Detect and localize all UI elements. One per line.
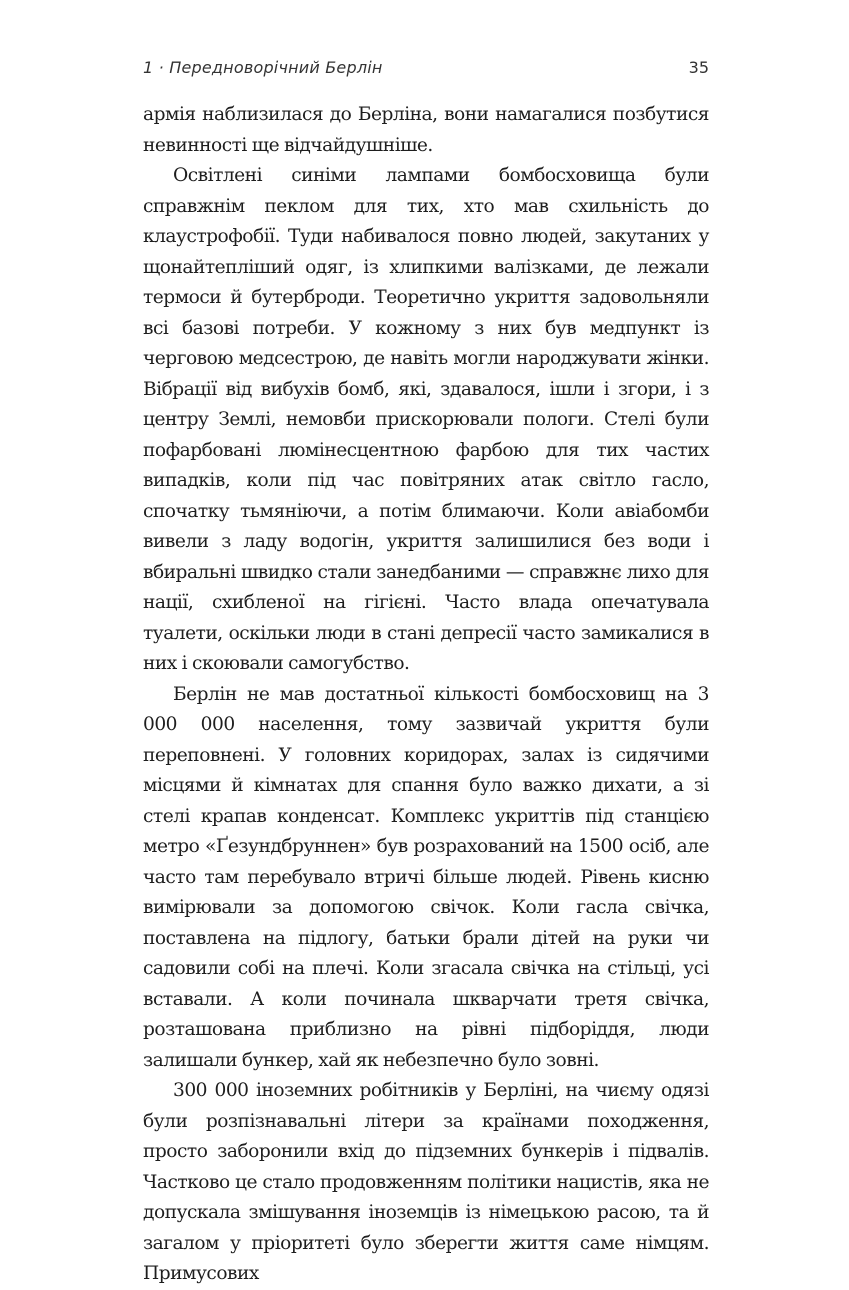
paragraph: Освітлені синіми лампами бомбосховища були справжнім пеклом для тих, хто мав схильність до клаустрофобії. Туди набивалося повно людей, закутаних у щонайтепліший одяг, із хлипкими валізками, де лежали термоси й бутерброди. Теоретично укриття задовольняли всі базові потреби. У кожному з них був медпункт із черговою медсестрою, де навіть могли народжувати жінки. Вібрації від вибухів бомб, які, здавалося, ішли і згори, і з центру Землі, немовби прискорювали пологи. Стелі були пофарбовані люмінесцентною фарбою для тих частих випадків, коли під час повітряних атак світло гасло, спочатку тьмяніючи, а потім блимаючи. Коли авіабомби вивели з ладу водогін, укриття залишилися без води і вбиральні швидко стали занедбаними — справжнє лихо для нації, схибленої на гігієні. Часто влада опечатувала туалети, оскільки люди в стані депресії часто замикалися в них і скоювали самогубство.	[143, 165, 709, 674]
running-head-title: 1 · Передноворічний Берлін	[143, 58, 383, 77]
body-text	[143, 100, 709, 1290]
page-number: 35	[688, 58, 709, 77]
paragraph: Берлін не мав достатньої кількості бомбосховищ на 3 000 000 населення, тому зазвичай укриття були переповнені. У головних коридорах, залах із сидячими місцями й кімнатах для спання було важко дихати, а зі стелі крапав конденсат. Комплекс укриттів під станцією метро «Ґезундбруннен» був розрахований на 1500 осіб, але часто там перебувало втричі більше людей. Рівень кисню вимірювали за допомогою свічок. Коли гасла свічка, поставлена на підлогу, батьки брали дітей на руки чи садовили собі на плечі. Коли згасала свічка на стільці, усі вставали. А коли починала шкварчати третя свічка, розташована приблизно на рівні підборіддя, люди залишали бункер, хай як небезпечно було зовні.	[143, 683, 709, 1071]
paragraph: 300 000 іноземних робітників у Берліні, на чиєму одязі були розпізнавальні літери за країнами походження, просто заборонили вхід до підземних бункерів і підвалів. Частково це стало продовженням політики нацистів, яка не допускала змішування іноземців із німецькою расою, та й загалом у пріоритеті було зберегти життя саме німцям. Примусових	[143, 1080, 709, 1284]
paragraph: армія наблизилася до Берліна, вони намагалися позбутися невинності ще відчайдушніше.	[143, 104, 709, 156]
